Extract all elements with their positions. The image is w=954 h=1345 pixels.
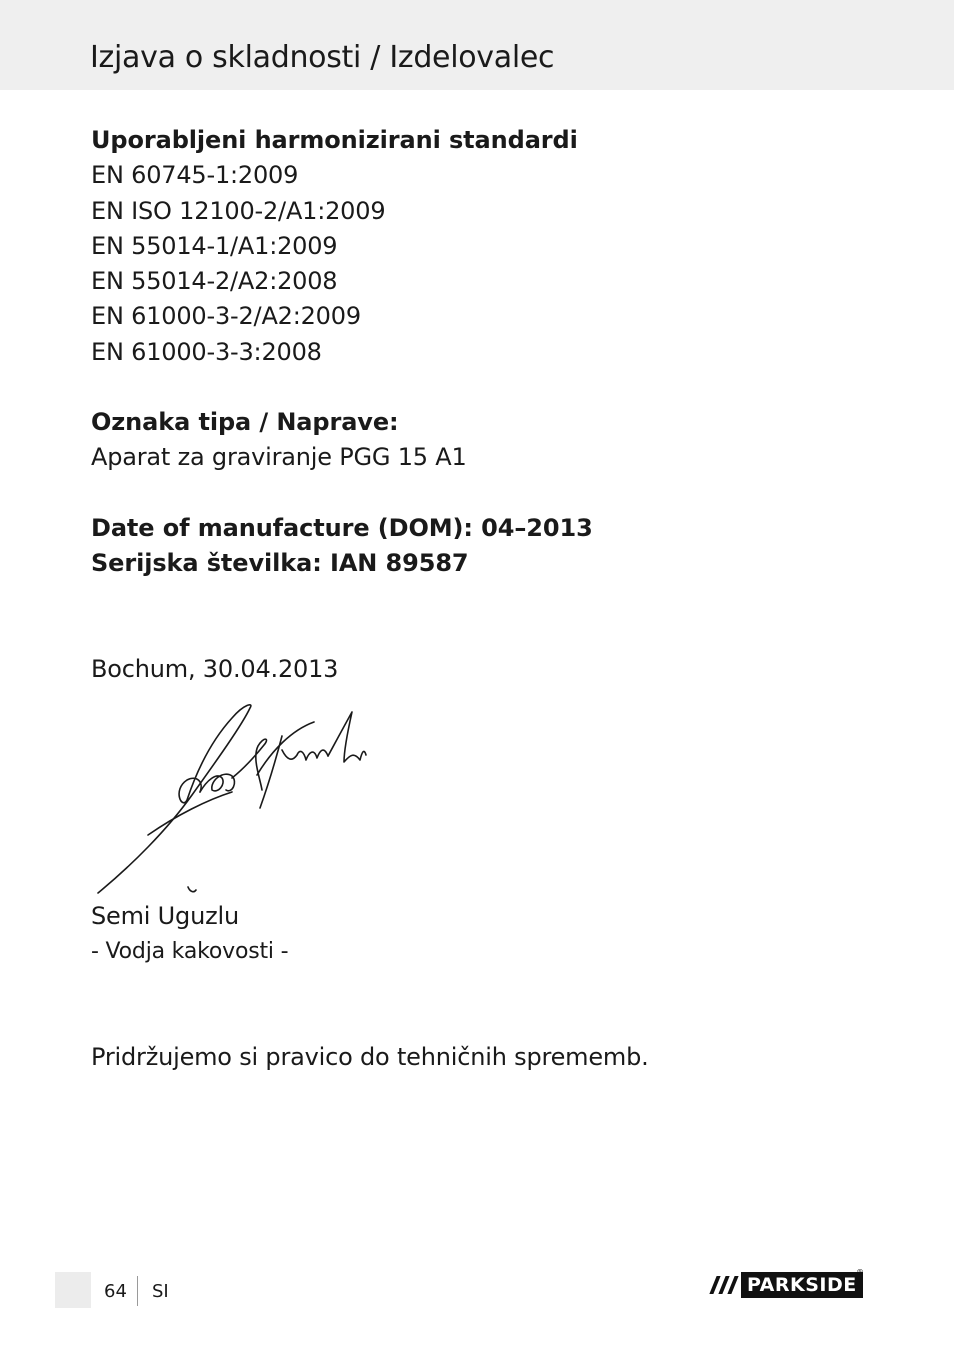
- manufacture-section: [91, 511, 593, 582]
- language-code: SI: [152, 1281, 169, 1302]
- standard-item: EN 61000-3-2/A2:2009: [91, 302, 361, 331]
- disclaimer-section: [91, 1040, 649, 1075]
- serial-number: Serijska številka: IAN 89587: [91, 549, 469, 578]
- place-date: Bochum, 30.04.2013: [91, 655, 339, 683]
- standard-item: EN 55014-1/A1:2009: [91, 231, 338, 260]
- standard-item: EN ISO 12100-2/A1:2009: [91, 196, 386, 225]
- place-date-section: [91, 652, 338, 687]
- type-section: [91, 405, 467, 476]
- standard-item: EN 60745-1:2009: [91, 161, 299, 190]
- type-value: Aparat za graviranje PGG 15 A1: [91, 443, 467, 472]
- signatory-section: [91, 899, 288, 970]
- standard-item: EN 61000-3-3:2008: [91, 337, 322, 366]
- signatory-role: - Vodja kakovosti -: [91, 939, 289, 965]
- signatory-name: Semi Uguzlu: [91, 902, 239, 930]
- manufacture-date: Date of manufacture (DOM): 04–2013: [91, 514, 593, 542]
- brand-stripes-icon: [705, 1272, 741, 1298]
- standard-item: EN 55014-2/A2:2008: [91, 267, 338, 296]
- brand-logo: [705, 1272, 863, 1298]
- page-number: 64: [104, 1281, 127, 1302]
- footer-marker: [55, 1272, 91, 1308]
- brand-name: PARKSIDE: [747, 1274, 857, 1296]
- standards-section: [91, 123, 578, 370]
- registered-mark: ®: [856, 1268, 864, 1277]
- page-title: Izjava o skladnosti / Izdelovalec: [90, 40, 555, 75]
- signature: [92, 700, 377, 900]
- footer-divider: [137, 1276, 138, 1306]
- standards-heading: Uporabljeni harmonizirani standardi: [91, 126, 578, 154]
- disclaimer-text: Pridržujemo si pravico do tehničnih sprememb.: [91, 1043, 649, 1071]
- type-heading: Oznaka tipa / Naprave:: [91, 408, 399, 436]
